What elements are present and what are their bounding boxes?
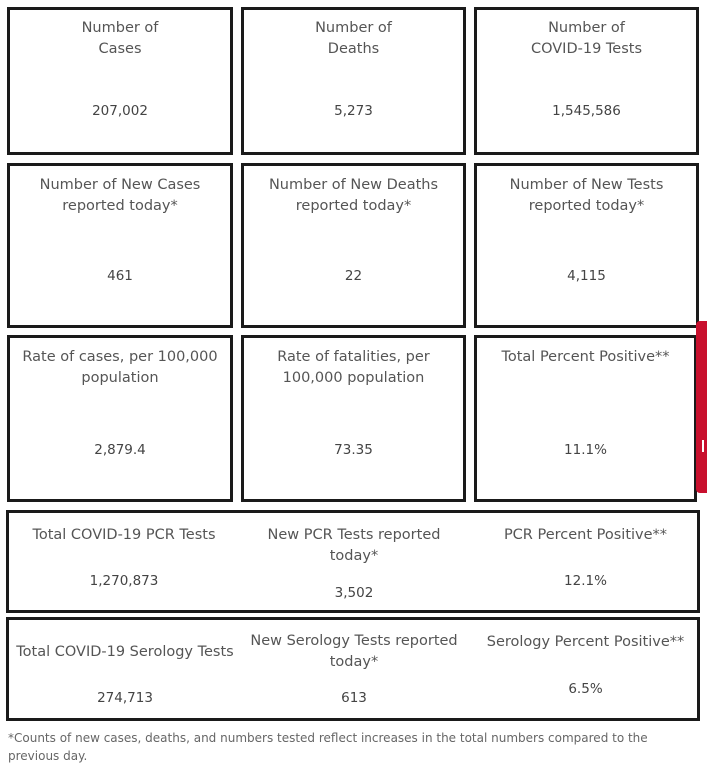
case-rate-value: 2,879.4	[94, 442, 146, 458]
pcr-positive-col	[474, 513, 697, 610]
feedback-tab-icon	[702, 440, 705, 452]
serology-new-value: 613	[341, 690, 367, 706]
serology-positive-label: Serology Percent Positive**	[486, 634, 685, 650]
new-tests-card	[474, 163, 699, 328]
percent-positive-value: 11.1%	[564, 442, 607, 458]
pcr-total-label: Total COVID-19 PCR Tests	[32, 527, 216, 543]
serology-new-label: New Serology Tests reported today*	[250, 633, 458, 670]
deaths-value: 5,273	[334, 103, 373, 119]
percent-positive-label: Total Percent Positive**	[501, 349, 670, 365]
fatality-rate-label: Rate of fatalities, per 100,000 population	[277, 349, 430, 386]
serology-new-col	[241, 620, 467, 718]
cases-label: Number of Cases	[81, 20, 159, 57]
new-tests-value: 4,115	[567, 268, 606, 284]
deaths-card	[241, 7, 466, 155]
case-rate-card	[7, 335, 233, 502]
pcr-positive-value: 12.1%	[564, 573, 607, 589]
cases-card	[7, 7, 233, 155]
serology-total-col	[9, 620, 241, 718]
pcr-new-col	[241, 513, 467, 610]
new-cases-card	[7, 163, 233, 328]
footnote: *Counts of new cases, deaths, and numbers tested reflect increases in the total numbers compared to the previous day.	[8, 731, 648, 763]
serology-positive-value: 6.5%	[568, 681, 603, 697]
new-cases-value: 461	[107, 268, 133, 284]
pcr-new-value: 3,502	[334, 585, 374, 601]
new-tests-label: Number of New Tests reported today*	[509, 177, 664, 214]
percent-positive-card	[474, 335, 697, 502]
case-rate-label: Rate of cases, per 100,000 population	[22, 349, 218, 386]
pcr-total-value: 1,270,873	[89, 573, 159, 589]
new-cases-label: Number of New Cases reported today*	[39, 177, 201, 214]
pcr-total-col	[9, 513, 239, 610]
tests-card	[474, 7, 699, 155]
cases-value: 207,002	[92, 103, 148, 119]
serology-card	[6, 617, 700, 721]
feedback-tab[interactable]	[696, 321, 707, 493]
tests-value: 1,545,586	[552, 103, 621, 119]
new-deaths-label: Number of New Deaths reported today*	[268, 177, 439, 214]
fatality-rate-card	[241, 335, 466, 502]
fatality-rate-value: 73.35	[334, 442, 373, 458]
new-deaths-card	[241, 163, 466, 328]
serology-total-value: 274,713	[97, 690, 153, 706]
tests-label: Number of COVID-19 Tests	[530, 20, 643, 57]
pcr-positive-label: PCR Percent Positive**	[503, 527, 668, 543]
pcr-card	[6, 510, 700, 613]
deaths-label: Number of Deaths	[315, 20, 392, 57]
serology-positive-col	[474, 620, 697, 718]
pcr-new-label: New PCR Tests reported today*	[267, 527, 441, 564]
new-deaths-value: 22	[344, 268, 363, 284]
serology-total-label: Total COVID-19 Serology Tests	[16, 644, 234, 660]
